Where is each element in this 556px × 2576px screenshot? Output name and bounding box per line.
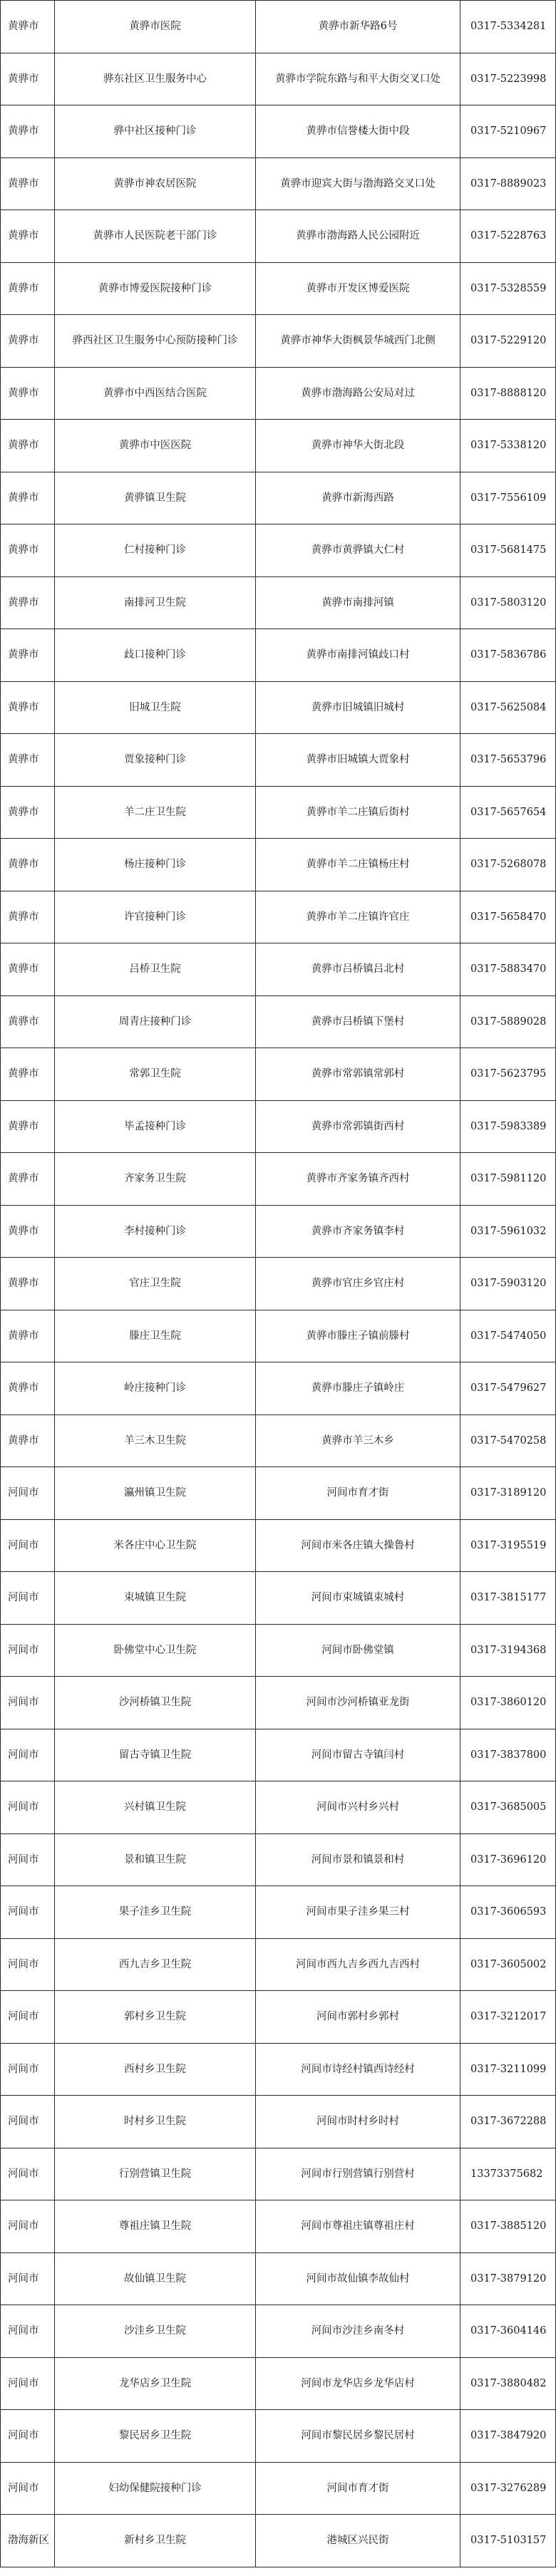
address-cell: 黄骅市旧城镇大贾象村 bbox=[256, 734, 460, 787]
phone-cell: 0317-5836786 bbox=[460, 629, 556, 682]
area-cell: 黄骅市 bbox=[1, 786, 55, 839]
area-cell: 黄骅市 bbox=[1, 943, 55, 996]
address-cell: 黄骅市齐家务镇齐西村 bbox=[256, 1153, 460, 1206]
phone-cell: 0317-5889028 bbox=[460, 995, 556, 1048]
area-cell: 河间市 bbox=[1, 1519, 55, 1572]
phone-cell: 0317-3276289 bbox=[460, 2462, 556, 2515]
address-cell: 黄骅市羊二庄镇许官庄 bbox=[256, 891, 460, 943]
phone-cell: 0317-5470258 bbox=[460, 1414, 556, 1467]
address-cell: 黄骅市神华大街枫景华城西门北侧 bbox=[256, 315, 460, 368]
area-cell: 河间市 bbox=[1, 1729, 55, 1781]
table-row bbox=[1, 1153, 556, 1206]
facility-name-cell: 米各庄中心卫生院 bbox=[55, 1519, 256, 1572]
phone-cell: 0317-5334281 bbox=[460, 1, 556, 53]
facility-name-cell: 时村乡卫生院 bbox=[55, 2096, 256, 2148]
facility-name-cell: 妇幼保健院接种门诊 bbox=[55, 2462, 256, 2515]
address-cell: 河间市时村乡时村 bbox=[256, 2096, 460, 2148]
address-cell: 河间市行别营镇行别营村 bbox=[256, 2148, 460, 2200]
address-cell: 黄骅市滕庄子镇前滕村 bbox=[256, 1310, 460, 1362]
phone-cell: 0317-8888120 bbox=[460, 367, 556, 420]
address-cell: 黄骅市黄骅镇大仁村 bbox=[256, 524, 460, 577]
area-cell: 黄骅市 bbox=[1, 1048, 55, 1101]
table-row bbox=[1, 1205, 556, 1258]
facility-name-cell: 杨庄接种门诊 bbox=[55, 839, 256, 891]
facility-name-cell: 黄骅市中西医结合医院 bbox=[55, 367, 256, 420]
area-cell: 河间市 bbox=[1, 2096, 55, 2148]
facility-name-cell: 卧佛堂中心卫生院 bbox=[55, 1624, 256, 1677]
phone-cell: 0317-3189120 bbox=[460, 1467, 556, 1520]
address-cell: 黄骅市开发区博爱医院 bbox=[256, 262, 460, 315]
facility-name-cell: 官庄卫生院 bbox=[55, 1258, 256, 1310]
table-row bbox=[1, 157, 556, 210]
facility-name-cell: 旧城卫生院 bbox=[55, 681, 256, 734]
table-row bbox=[1, 1362, 556, 1415]
area-cell: 黄骅市 bbox=[1, 53, 55, 105]
table-row bbox=[1, 1729, 556, 1781]
phone-cell: 0317-5474050 bbox=[460, 1310, 556, 1362]
address-cell: 河间市果子洼乡果三村 bbox=[256, 1886, 460, 1939]
facility-name-cell: 新村乡卫生院 bbox=[55, 2515, 256, 2567]
facility-name-cell: 南排河卫生院 bbox=[55, 576, 256, 629]
address-cell: 河间市诗经村镇西诗经村 bbox=[256, 2043, 460, 2096]
facility-name-cell: 黎民居乡卫生院 bbox=[55, 2410, 256, 2463]
table-row bbox=[1, 1624, 556, 1677]
facility-name-cell: 骅东社区卫生服务中心 bbox=[55, 53, 256, 105]
address-cell: 黄骅市滕庄子镇岭庄 bbox=[256, 1362, 460, 1415]
phone-cell: 0317-5338120 bbox=[460, 420, 556, 472]
facility-name-cell: 西九吉乡卫生院 bbox=[55, 1938, 256, 1991]
area-cell: 河间市 bbox=[1, 1572, 55, 1625]
address-cell: 黄骅市羊二庄镇后街村 bbox=[256, 786, 460, 839]
area-cell: 河间市 bbox=[1, 1833, 55, 1886]
table-row bbox=[1, 2096, 556, 2148]
area-cell: 河间市 bbox=[1, 2043, 55, 2096]
phone-cell: 0317-3672288 bbox=[460, 2096, 556, 2148]
address-cell: 河间市米各庄镇大操鲁村 bbox=[256, 1519, 460, 1572]
area-cell: 黄骅市 bbox=[1, 1153, 55, 1206]
phone-cell: 0317-5228763 bbox=[460, 210, 556, 263]
address-cell: 黄骅市新华路6号 bbox=[256, 1, 460, 53]
phone-cell: 0317-3880482 bbox=[460, 2357, 556, 2410]
table-row bbox=[1, 262, 556, 315]
area-cell: 黄骅市 bbox=[1, 1205, 55, 1258]
address-cell: 黄骅市官庄乡官庄村 bbox=[256, 1258, 460, 1310]
table-row bbox=[1, 1467, 556, 1520]
phone-cell: 0317-5658470 bbox=[460, 891, 556, 943]
facility-name-cell: 沙洼乡卫生院 bbox=[55, 2305, 256, 2358]
phone-cell: 0317-5229120 bbox=[460, 315, 556, 368]
address-cell: 河间市兴村乡兴村 bbox=[256, 1781, 460, 1834]
address-cell: 港城区兴民街 bbox=[256, 2515, 460, 2567]
area-cell: 黄骅市 bbox=[1, 839, 55, 891]
phone-cell: 0317-5223998 bbox=[460, 53, 556, 105]
phone-cell: 0317-3696120 bbox=[460, 1833, 556, 1886]
phone-cell: 0317-3194368 bbox=[460, 1624, 556, 1677]
phone-cell: 0317-8889023 bbox=[460, 157, 556, 210]
table-row bbox=[1, 1, 556, 53]
facility-name-cell: 黄骅镇卫生院 bbox=[55, 472, 256, 524]
area-cell: 黄骅市 bbox=[1, 891, 55, 943]
address-cell: 黄骅市羊三木乡 bbox=[256, 1414, 460, 1467]
facility-name-cell: 黄骅市博爱医院接种门诊 bbox=[55, 262, 256, 315]
facility-name-cell: 瀛州镇卫生院 bbox=[55, 1467, 256, 1520]
facility-name-cell: 黄骅市人民医院老干部门诊 bbox=[55, 210, 256, 263]
phone-cell: 0317-3605002 bbox=[460, 1938, 556, 1991]
phone-cell: 0317-5653796 bbox=[460, 734, 556, 787]
address-cell: 河间市西九吉乡西九吉西村 bbox=[256, 1938, 460, 1991]
address-cell: 黄骅市渤海路人民公园附近 bbox=[256, 210, 460, 263]
area-cell: 河间市 bbox=[1, 1677, 55, 1729]
table-row bbox=[1, 1310, 556, 1362]
table-row bbox=[1, 576, 556, 629]
table-row bbox=[1, 105, 556, 158]
table-row bbox=[1, 1991, 556, 2044]
facility-name-cell: 沙河桥镇卫生院 bbox=[55, 1677, 256, 1729]
address-cell: 河间市黎民居乡黎民居村 bbox=[256, 2410, 460, 2463]
address-cell: 黄骅市信誉楼大街中段 bbox=[256, 105, 460, 158]
area-cell: 河间市 bbox=[1, 2305, 55, 2358]
address-cell: 黄骅市南排河镇 bbox=[256, 576, 460, 629]
table-row bbox=[1, 681, 556, 734]
table-row bbox=[1, 472, 556, 524]
phone-cell: 0317-5883470 bbox=[460, 943, 556, 996]
facility-name-cell: 周青庄接种门诊 bbox=[55, 995, 256, 1048]
area-cell: 河间市 bbox=[1, 2148, 55, 2200]
facility-name-cell: 许官接种门诊 bbox=[55, 891, 256, 943]
area-cell: 黄骅市 bbox=[1, 576, 55, 629]
address-cell: 黄骅市迎宾大街与渤海路交叉口处 bbox=[256, 157, 460, 210]
table-row bbox=[1, 2357, 556, 2410]
area-cell: 黄骅市 bbox=[1, 1414, 55, 1467]
table-row bbox=[1, 995, 556, 1048]
area-cell: 河间市 bbox=[1, 1467, 55, 1520]
facility-name-cell: 齐家务卫生院 bbox=[55, 1153, 256, 1206]
table-row bbox=[1, 420, 556, 472]
phone-cell: 0317-5903120 bbox=[460, 1258, 556, 1310]
address-cell: 河间市尊祖庄镇尊祖庄村 bbox=[256, 2200, 460, 2253]
table-row bbox=[1, 1100, 556, 1153]
phone-cell: 0317-3885120 bbox=[460, 2200, 556, 2253]
address-cell: 黄骅市羊二庄镇杨庄村 bbox=[256, 839, 460, 891]
area-cell: 河间市 bbox=[1, 1781, 55, 1834]
facility-name-cell: 常郭卫生院 bbox=[55, 1048, 256, 1101]
address-cell: 河间市育才街 bbox=[256, 2462, 460, 2515]
facility-name-cell: 贾象接种门诊 bbox=[55, 734, 256, 787]
facility-name-cell: 毕孟接种门诊 bbox=[55, 1100, 256, 1153]
area-cell: 渤海新区 bbox=[1, 2515, 55, 2567]
area-cell: 黄骅市 bbox=[1, 1362, 55, 1415]
phone-cell: 0317-3604146 bbox=[460, 2305, 556, 2358]
table-row bbox=[1, 315, 556, 368]
address-cell: 黄骅市渤海路公安局对过 bbox=[256, 367, 460, 420]
facility-name-cell: 龙华店乡卫生院 bbox=[55, 2357, 256, 2410]
area-cell: 黄骅市 bbox=[1, 210, 55, 263]
table-row bbox=[1, 2462, 556, 2515]
table-row bbox=[1, 53, 556, 105]
table-row bbox=[1, 786, 556, 839]
phone-cell: 13373375682 bbox=[460, 2148, 556, 2200]
table-row bbox=[1, 1258, 556, 1310]
area-cell: 河间市 bbox=[1, 2200, 55, 2253]
area-cell: 河间市 bbox=[1, 1886, 55, 1939]
facility-name-cell: 骅中社区接种门诊 bbox=[55, 105, 256, 158]
table-row bbox=[1, 2515, 556, 2567]
phone-cell: 0317-3606593 bbox=[460, 1886, 556, 1939]
facility-name-cell: 黄骅市中医医院 bbox=[55, 420, 256, 472]
address-cell: 黄骅市齐家务镇李村 bbox=[256, 1205, 460, 1258]
area-cell: 黄骅市 bbox=[1, 1310, 55, 1362]
phone-cell: 0317-5103157 bbox=[460, 2515, 556, 2567]
table-row bbox=[1, 839, 556, 891]
facility-name-cell: 吕桥卫生院 bbox=[55, 943, 256, 996]
address-cell: 河间市景和镇景和村 bbox=[256, 1833, 460, 1886]
table-row bbox=[1, 210, 556, 263]
address-cell: 黄骅市吕桥镇下堡村 bbox=[256, 995, 460, 1048]
area-cell: 黄骅市 bbox=[1, 1100, 55, 1153]
table-row bbox=[1, 891, 556, 943]
table-row bbox=[1, 943, 556, 996]
table-row bbox=[1, 2252, 556, 2305]
facility-name-cell: 仁村接种门诊 bbox=[55, 524, 256, 577]
phone-cell: 0317-3837800 bbox=[460, 1729, 556, 1781]
facility-name-cell: 李村接种门诊 bbox=[55, 1205, 256, 1258]
phone-cell: 0317-5268078 bbox=[460, 839, 556, 891]
phone-cell: 0317-5623795 bbox=[460, 1048, 556, 1101]
address-cell: 河间市育才街 bbox=[256, 1467, 460, 1520]
facility-name-cell: 行别营镇卫生院 bbox=[55, 2148, 256, 2200]
area-cell: 河间市 bbox=[1, 2252, 55, 2305]
area-cell: 河间市 bbox=[1, 2462, 55, 2515]
area-cell: 黄骅市 bbox=[1, 315, 55, 368]
address-cell: 黄骅市吕桥镇吕北村 bbox=[256, 943, 460, 996]
area-cell: 黄骅市 bbox=[1, 262, 55, 315]
area-cell: 黄骅市 bbox=[1, 1, 55, 53]
phone-cell: 0317-3195519 bbox=[460, 1519, 556, 1572]
phone-cell: 0317-5479627 bbox=[460, 1362, 556, 1415]
facility-name-cell: 尊祖庄镇卫生院 bbox=[55, 2200, 256, 2253]
area-cell: 黄骅市 bbox=[1, 420, 55, 472]
table-row bbox=[1, 1414, 556, 1467]
table-row bbox=[1, 2148, 556, 2200]
table-row bbox=[1, 1048, 556, 1101]
facility-name-cell: 留古寺镇卫生院 bbox=[55, 1729, 256, 1781]
phone-cell: 0317-3860120 bbox=[460, 1677, 556, 1729]
address-cell: 河间市沙河桥镇亚龙街 bbox=[256, 1677, 460, 1729]
table-row bbox=[1, 1519, 556, 1572]
facility-name-cell: 黄骅市医院 bbox=[55, 1, 256, 53]
area-cell: 黄骅市 bbox=[1, 995, 55, 1048]
facility-name-cell: 景和镇卫生院 bbox=[55, 1833, 256, 1886]
facility-name-cell: 歧口接种门诊 bbox=[55, 629, 256, 682]
area-cell: 黄骅市 bbox=[1, 472, 55, 524]
address-cell: 河间市郭村乡郭村 bbox=[256, 1991, 460, 2044]
phone-cell: 0317-5981120 bbox=[460, 1153, 556, 1206]
area-cell: 黄骅市 bbox=[1, 524, 55, 577]
table-row bbox=[1, 2200, 556, 2253]
table-row bbox=[1, 2410, 556, 2463]
address-cell: 黄骅市常郭镇街西村 bbox=[256, 1100, 460, 1153]
table-row bbox=[1, 1938, 556, 1991]
area-cell: 黄骅市 bbox=[1, 681, 55, 734]
area-cell: 河间市 bbox=[1, 1624, 55, 1677]
address-cell: 黄骅市学院东路与和平大街交叉口处 bbox=[256, 53, 460, 105]
area-cell: 河间市 bbox=[1, 2410, 55, 2463]
address-cell: 河间市沙洼乡南冬村 bbox=[256, 2305, 460, 2358]
area-cell: 河间市 bbox=[1, 2357, 55, 2410]
phone-cell: 0317-3879120 bbox=[460, 2252, 556, 2305]
facility-name-cell: 黄骅市神农居医院 bbox=[55, 157, 256, 210]
table-row bbox=[1, 1833, 556, 1886]
address-cell: 黄骅市神华大街北段 bbox=[256, 420, 460, 472]
area-cell: 黄骅市 bbox=[1, 734, 55, 787]
phone-cell: 0317-5983389 bbox=[460, 1100, 556, 1153]
facility-name-cell: 西村乡卫生院 bbox=[55, 2043, 256, 2096]
phone-cell: 0317-5210967 bbox=[460, 105, 556, 158]
table-row bbox=[1, 734, 556, 787]
table-row bbox=[1, 1781, 556, 1834]
table-body bbox=[1, 1, 556, 2567]
phone-cell: 0317-3685005 bbox=[460, 1781, 556, 1834]
table-row bbox=[1, 2305, 556, 2358]
area-cell: 河间市 bbox=[1, 1991, 55, 2044]
phone-cell: 0317-5328559 bbox=[460, 262, 556, 315]
facility-name-cell: 束城镇卫生院 bbox=[55, 1572, 256, 1625]
table-row bbox=[1, 629, 556, 682]
facility-name-cell: 岭庄接种门诊 bbox=[55, 1362, 256, 1415]
address-cell: 黄骅市南排河镇歧口村 bbox=[256, 629, 460, 682]
address-cell: 河间市龙华店乡龙华店村 bbox=[256, 2357, 460, 2410]
phone-cell: 0317-5625084 bbox=[460, 681, 556, 734]
phone-cell: 0317-5657654 bbox=[460, 786, 556, 839]
area-cell: 黄骅市 bbox=[1, 157, 55, 210]
address-cell: 河间市留古寺镇闫村 bbox=[256, 1729, 460, 1781]
facility-name-cell: 羊三木卫生院 bbox=[55, 1414, 256, 1467]
phone-cell: 0317-3847920 bbox=[460, 2410, 556, 2463]
phone-cell: 0317-3815177 bbox=[460, 1572, 556, 1625]
phone-cell: 0317-5803120 bbox=[460, 576, 556, 629]
table-row bbox=[1, 1886, 556, 1939]
address-cell: 黄骅市新海西路 bbox=[256, 472, 460, 524]
table-row bbox=[1, 1572, 556, 1625]
table-row bbox=[1, 2043, 556, 2096]
area-cell: 河间市 bbox=[1, 1938, 55, 1991]
area-cell: 黄骅市 bbox=[1, 1258, 55, 1310]
phone-cell: 0317-3212017 bbox=[460, 1991, 556, 2044]
facility-name-cell: 骅西社区卫生服务中心预防接种门诊 bbox=[55, 315, 256, 368]
table-row bbox=[1, 367, 556, 420]
area-cell: 黄骅市 bbox=[1, 105, 55, 158]
phone-cell: 0317-7556109 bbox=[460, 472, 556, 524]
facility-name-cell: 郭村乡卫生院 bbox=[55, 1991, 256, 2044]
address-cell: 黄骅市常郭镇常郭村 bbox=[256, 1048, 460, 1101]
area-cell: 黄骅市 bbox=[1, 367, 55, 420]
phone-cell: 0317-5961032 bbox=[460, 1205, 556, 1258]
area-cell: 黄骅市 bbox=[1, 629, 55, 682]
facility-name-cell: 羊二庄卫生院 bbox=[55, 786, 256, 839]
phone-cell: 0317-5681475 bbox=[460, 524, 556, 577]
table-row bbox=[1, 524, 556, 577]
facility-name-cell: 滕庄卫生院 bbox=[55, 1310, 256, 1362]
address-cell: 河间市故仙镇李故仙村 bbox=[256, 2252, 460, 2305]
phone-cell: 0317-3211099 bbox=[460, 2043, 556, 2096]
address-cell: 河间市束城镇束城村 bbox=[256, 1572, 460, 1625]
facility-name-cell: 兴村镇卫生院 bbox=[55, 1781, 256, 1834]
table-row bbox=[1, 1677, 556, 1729]
address-cell: 河间市卧佛堂镇 bbox=[256, 1624, 460, 1677]
address-cell: 黄骅市旧城镇旧城村 bbox=[256, 681, 460, 734]
facility-name-cell: 故仙镇卫生院 bbox=[55, 2252, 256, 2305]
facility-name-cell: 果子洼乡卫生院 bbox=[55, 1886, 256, 1939]
